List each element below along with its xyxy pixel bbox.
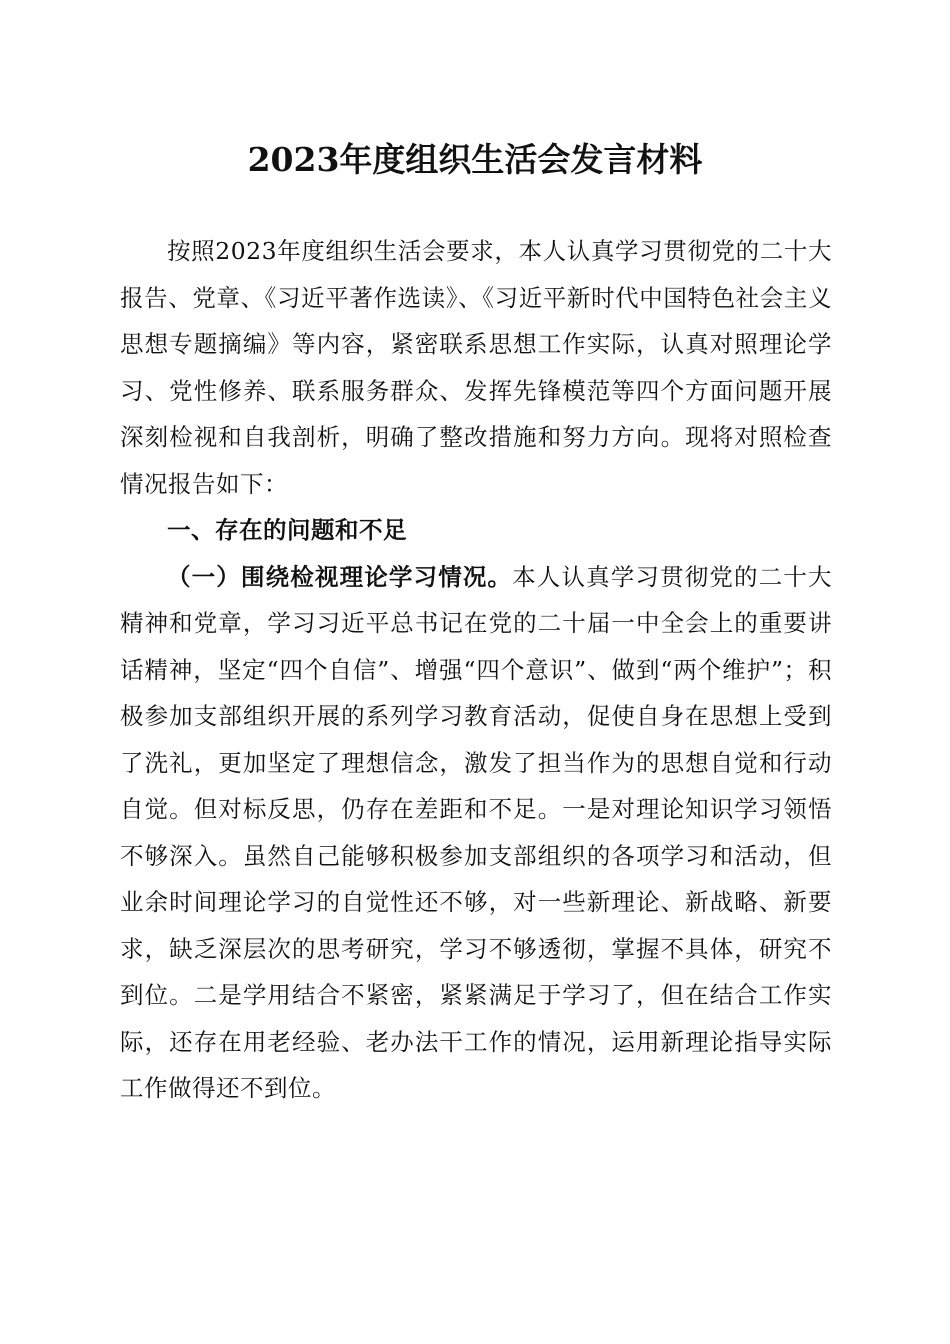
section-heading-problems: 一、存在的问题和不足 [167, 516, 407, 544]
subsection-text: 本人认真学习贯彻党的二十大精神和党章，学习习近平总书记在党的二十届一中全会上的重要讲话精神，坚定“四个自信”、增强“四个意识”、做到“两个维护”；积极参加支部组织开展的系列学习教育活动，促使自身在思想上受到了洗礼，更加坚定了理想信念，激发了担当作为的思想自觉和行动自觉。但对标反思，仍存在差距和不足。一是对理论知识学习领悟不够深入。虽然自己能够积极参加支部组织的各项学习和活动，但业余时间理论学习的自觉性还不够，对一些新理论、新战略、新要求，缺乏深层次的思考研究，学习不够透彻，掌握不具体，研究不到位。二是学用结合不紧密，紧紧满足于学习了，但在结合工作实际，还存在用老经验、老办法干工作的情况，运用新理论指导实际工作做得还不到位。 [120, 562, 833, 1102]
subsection-label: （一）围绕检视理论学习情况。 [167, 562, 513, 591]
document-title: 2023年度组织生活会发言材料 [247, 140, 703, 179]
document-body [120, 228, 832, 1112]
subsection-theory-study-paragraph [120, 554, 832, 1112]
intro-paragraph: 按照2023年度组织生活会要求，本人认真学习贯彻党的二十大报告、党章、《习近平著作选读》、《习近平新时代中国特色社会主义思想专题摘编》等内容，紧密联系思想工作实际，认真对照理论学习、党性修养、联系服务群众、发挥先锋模范等四个方面问题开展深刻检视和自我剖析，明确了整改措施和努力方向。现将对照检查情况报告如下： [120, 237, 832, 498]
